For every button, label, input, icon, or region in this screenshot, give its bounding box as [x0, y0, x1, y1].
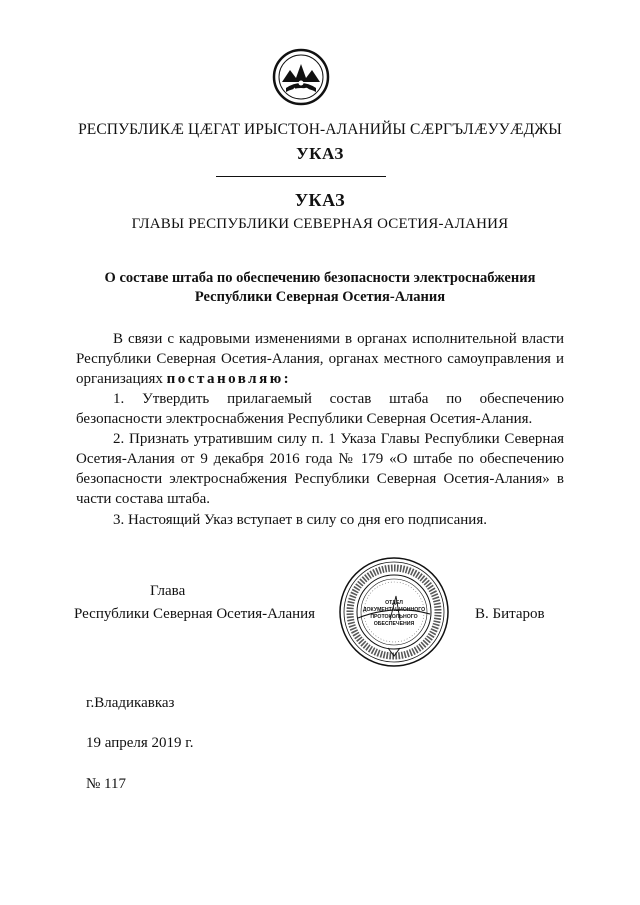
- svg-text:ПРОТОКОЛЬНОГО: ПРОТОКОЛЬНОГО: [370, 614, 418, 620]
- svg-text:ОТДЕЛ: ОТДЕЛ: [385, 600, 403, 606]
- coat-of-arms-icon: [272, 48, 330, 106]
- decree-item-2: 2. Признать утратившим силу п. 1 Указа Главы Республики Северная Осетия-Алания от 9 декабря 2016 года № 179 «О штабе по обеспечению безопасности электроснабжения Республики Северная Осетия-Алания» в части состава штаба.: [76, 431, 564, 507]
- preamble-text: В связи с кадровыми изменениями в органах исполнительной власти Республики Северная Осетия-Алания, органах местного самоуправления и организациях: [76, 331, 564, 387]
- signing-date: 19 апреля 2019 г.: [86, 735, 194, 751]
- header-ukaz-title: УКАЗ: [294, 190, 346, 210]
- header-ukaz-ossetian: УКАЗ: [296, 144, 344, 163]
- svg-text:ОБЕСПЕЧЕНИЯ: ОБЕСПЕЧЕНИЯ: [373, 621, 415, 627]
- decree-item-1: 1. Утвердить прилагаемый состав штаба по обеспечению безопасности электроснабжения Республики Северная Осетия-Алания.: [76, 391, 564, 427]
- signatory-position-line-1: Глава: [150, 583, 186, 599]
- header-ossetian-title: РЕСПУБЛИКӔ ЦӔГАТ ИРЫСТОН-АЛАНИЙЫ СӔРГЪЛӔУУӔДЖЫ: [78, 121, 562, 138]
- header-divider: [216, 176, 386, 177]
- document-title-line-2: Республики Северная Осетия-Алания: [194, 289, 446, 305]
- place-of-signing: г.Владикавказ: [86, 695, 175, 711]
- signatory-position-line-2: Республики Северная Осетия-Алания: [74, 606, 316, 622]
- document-title-line-1: О составе штаба по обеспечению безопасности электроснабжения: [104, 270, 536, 286]
- decree-number: № 117: [86, 776, 127, 792]
- preamble-paragraph: [76, 329, 564, 389]
- decree-item-3: 3. Настоящий Указ вступает в силу со дня его подписания.: [113, 512, 487, 528]
- signatory-name: В. Битаров: [475, 606, 545, 622]
- official-seal-icon: [338, 556, 450, 668]
- header-issuer: ГЛАВЫ РЕСПУБЛИКИ СЕВЕРНАЯ ОСЕТИЯ-АЛАНИЯ: [131, 216, 509, 232]
- decree-word: постановляю:: [166, 371, 292, 387]
- svg-text:ДОКУМЕНТАЦИОННОГО: ДОКУМЕНТАЦИОННОГО: [362, 607, 426, 613]
